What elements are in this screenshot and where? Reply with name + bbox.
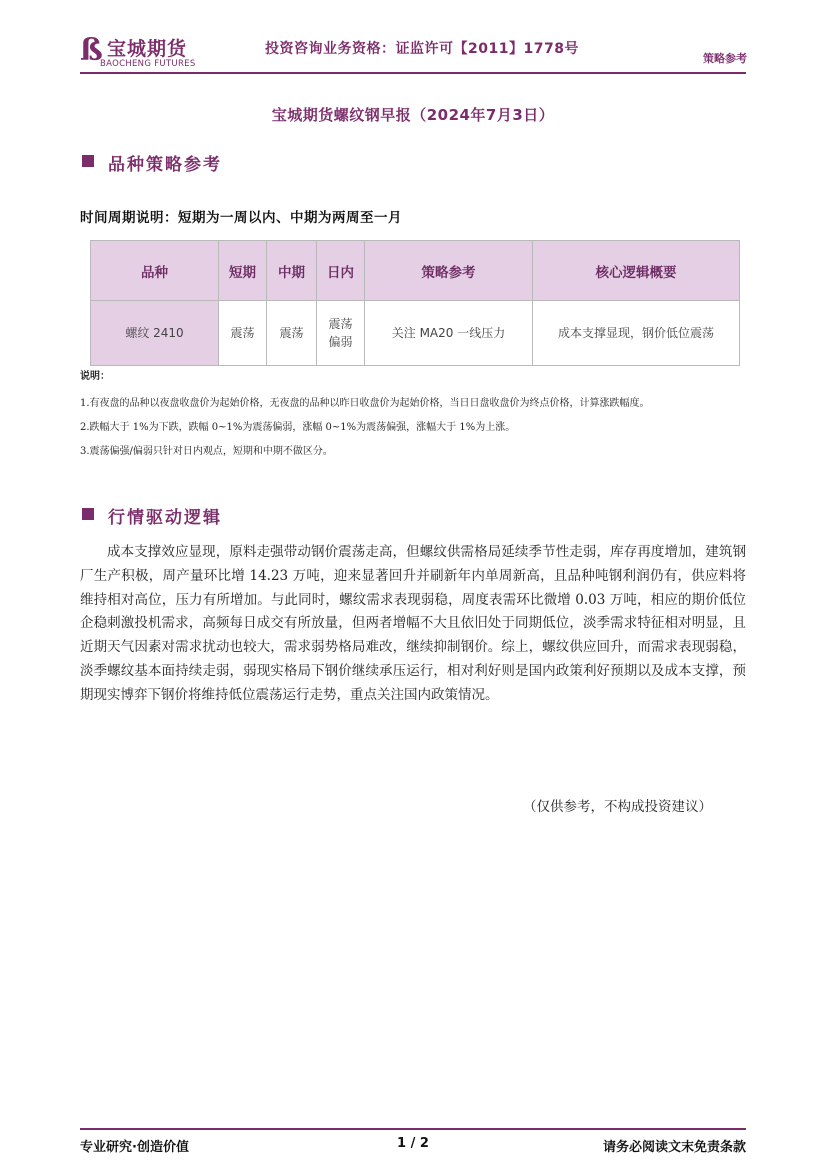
logo-chinese-name: 宝城期货 — [107, 38, 188, 60]
notes-block — [80, 367, 746, 468]
page-number: 1 / 2 — [397, 1136, 429, 1151]
note-item: 1.有夜盘的品种以夜盘收盘价为起始价格，无夜盘的品种以昨日收盘价为起始价格，当日日盘收盘价为终点价格，计算涨跌幅度。 — [80, 398, 650, 409]
cell-short-term: 震荡 — [219, 301, 267, 366]
section-title: 品种策略参考 — [108, 155, 222, 175]
header-short-term: 短期 — [219, 241, 267, 301]
footer-slogan: 专业研究·创造价值 — [80, 1140, 189, 1155]
period-note: 时间周期说明：短期为一周以内、中期为两周至一月 — [80, 210, 402, 226]
cell-intraday — [317, 301, 365, 366]
bc-logo-icon: ß — [80, 33, 103, 68]
header-intraday: 日内 — [317, 241, 365, 301]
disclaimer-text: （仅供参考，不构成投资建议） — [523, 799, 712, 815]
notes-title: 说明： — [80, 371, 110, 382]
cell-intraday-line1: 震荡 — [328, 317, 353, 331]
logo-english-name: BAOCHENG FUTURES — [100, 59, 196, 69]
report-type-tag: 策略参考 — [703, 52, 747, 65]
qualification-text: 投资咨询业务资格：证监许可【2011】1778号 — [265, 41, 579, 57]
cell-core-logic: 成本支撑显现，钢价低位震荡 — [533, 301, 740, 366]
header-variety: 品种 — [91, 241, 219, 301]
section-title: 行情驱动逻辑 — [108, 508, 222, 528]
header-mid-term: 中期 — [267, 241, 317, 301]
strategy-table — [90, 240, 740, 366]
header-divider — [80, 72, 746, 74]
market-logic-paragraph: 成本支撑效应显现，原料走强带动钢价震荡走高，但螺纹供需格局延续季节性走弱，库存再度增加，建筑钢厂生产积极，周产量环比增 14.23 万吨，迎来显著回升并刷新年内单周新高，且品种吨钢利润仍有，供应料将维持相对高位，压力有所增加。与此同时，螺纹需求表现弱稳，周度表需环比微增 0.03 万吨，相应的期价低位企稳刺激投机需求，高频每日成交有所放量，但两者增幅不大且依旧处于同期低位，淡季需求特征相对明显，且近期天气因素对需求扰动也较大，需求弱势格局难改，继续抑制钢价。综上，螺纹供应回升，而需求表现弱稳，淡季螺纹基本面持续走弱，弱现实格局下钢价继续承压运行，相对利好则是国内政策利好预期以及成本支撑，预期现实博弈下钢价将维持低位震荡运行走势，重点关注国内政策情况。 — [80, 544, 746, 703]
cell-mid-term: 震荡 — [267, 301, 317, 366]
section-square-icon — [82, 508, 94, 520]
header-strategy: 策略参考 — [365, 241, 533, 301]
footer-disclaimer-notice: 请务必阅读文末免责条款 — [602, 1140, 746, 1155]
table-header-row — [91, 241, 740, 301]
note-item: 2.跌幅大于 1%为下跌，跌幅 0~1%为震荡偏弱，涨幅 0~1%为震荡偏强，涨幅大于 1%为上涨。 — [80, 422, 516, 433]
table-row — [91, 301, 740, 366]
header-core-logic: 核心逻辑概要 — [533, 241, 740, 301]
note-item: 3.震荡偏强/偏弱只针对日内观点，短期和中期不做区分。 — [80, 446, 333, 457]
cell-strategy: 关注 MA20 一线压力 — [365, 301, 533, 366]
section-square-icon — [82, 155, 94, 167]
footer-divider — [80, 1128, 746, 1130]
company-logo — [80, 34, 220, 70]
page-header — [0, 0, 826, 74]
cell-variety: 螺纹 2410 — [91, 301, 219, 366]
cell-intraday-line2: 偏弱 — [328, 335, 353, 349]
report-title: 宝城期货螺纹钢早报（2024年7月3日） — [271, 106, 555, 124]
